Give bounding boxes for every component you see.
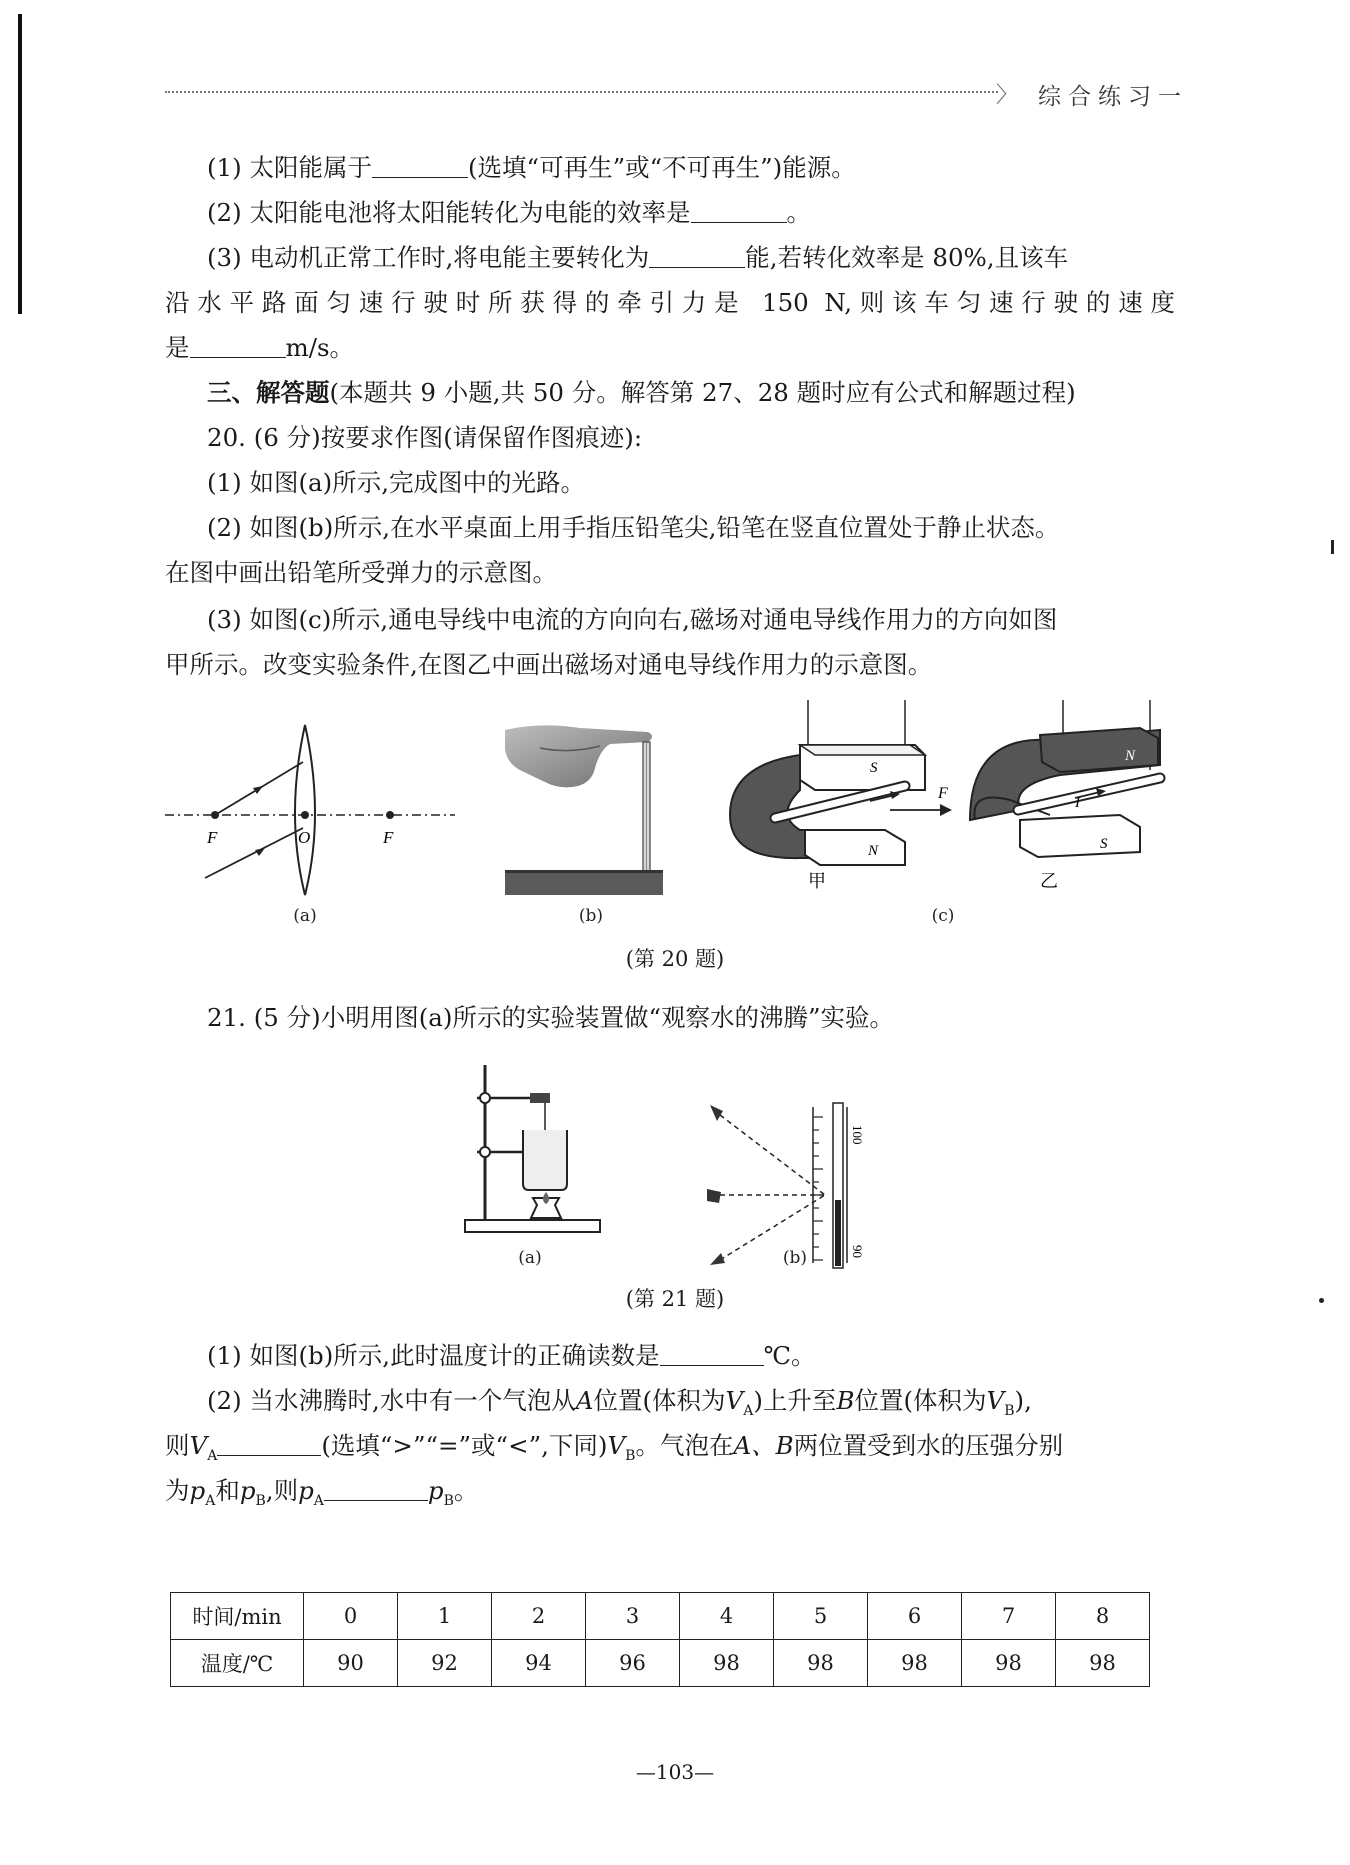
tick-label-90: 90 — [850, 1245, 865, 1258]
svg-text:I: I — [1075, 795, 1080, 811]
svg-text:S: S — [870, 760, 878, 776]
q20-title: 20. (6 分)按要求作图(请保留作图痕迹): — [207, 423, 643, 452]
q20-part3-line2: 甲所示。改变实验条件,在图乙中画出磁场对通电导线作用力的示意图。 — [165, 650, 933, 679]
table-cell: 98 — [868, 1640, 962, 1687]
figure-20a-label: (a) — [293, 906, 317, 926]
desk-surface — [505, 870, 663, 895]
sight-line-top — [720, 1115, 825, 1195]
temperature-time-table — [170, 1592, 1150, 1687]
header-rule — [165, 91, 998, 93]
scan-mark — [1319, 1298, 1324, 1303]
magnet-bottom-jia — [805, 830, 905, 865]
beaker — [523, 1130, 567, 1190]
answer-blank[interactable] — [660, 1339, 764, 1366]
section-title: 综合练习一 — [1038, 84, 1188, 110]
table-row — [171, 1640, 1150, 1687]
figure-20c-magnet-wire — [720, 690, 1170, 895]
table-cell: 94 — [492, 1640, 586, 1687]
q19-part3-line3: 是 m/s。 — [165, 333, 355, 362]
figure-jia-label: 甲 — [808, 871, 826, 892]
table-cell: 6 — [868, 1593, 962, 1640]
eye-icon-middle — [707, 1189, 721, 1203]
svg-text:N: N — [868, 843, 879, 859]
svg-text:N: N — [1125, 748, 1136, 764]
figure-20b-label: (b) — [578, 906, 604, 926]
focus-label-right: F — [383, 828, 394, 847]
table-cell: 92 — [398, 1640, 492, 1687]
figure-21-caption: (第 21 题) — [625, 1287, 725, 1311]
table-row — [171, 1593, 1150, 1640]
table-cell: 90 — [304, 1640, 398, 1687]
q19-part2: (2) 太阳能电池将太阳能转化为电能的效率是 。 — [207, 198, 811, 227]
section-3-heading: 三、解答题(本题共 9 小题,共 50 分。解答第 27、28 题时应有公式和解题过程) — [207, 378, 1076, 407]
eye-icon-top — [710, 1105, 723, 1121]
q21-part2-line2: 则$V_A$ (选填“>”“=”或“<”,下同)$V_B$。气泡在A、B两位置受到水的压强分别 — [165, 1431, 1064, 1464]
convex-lens — [295, 725, 315, 895]
header-arrow: 〉 — [995, 83, 1018, 108]
q20-part1: (1) 如图(a)所示,完成图中的光路。 — [207, 468, 586, 497]
figure-20c-label: (c) — [931, 906, 955, 926]
q19-part3-line2: 沿水平路面匀速行驶时所获得的牵引力是 150 N,则该车匀速行驶的速度 — [165, 288, 1175, 317]
table-cell: 5 — [774, 1593, 868, 1640]
page-header — [165, 78, 1188, 108]
table-cell: 7 — [962, 1593, 1056, 1640]
figure-21a-boiling-apparatus — [455, 1060, 605, 1240]
scan-mark — [1331, 540, 1334, 554]
table-cell: 98 — [1056, 1640, 1150, 1687]
figure-20a-lens-diagram — [165, 720, 455, 900]
q21-title: 21. (5 分)小明用图(a)所示的实验装置做“观察水的沸腾”实验。 — [207, 1003, 895, 1032]
eye-icon-bottom — [710, 1253, 725, 1265]
table-cell: 0 — [304, 1593, 398, 1640]
figure-yi-label: 乙 — [1040, 871, 1058, 892]
figure-20-caption: (第 20 题) — [625, 947, 725, 971]
answer-blank[interactable] — [190, 331, 286, 358]
liquid-column — [835, 1200, 841, 1266]
tick-label-100: 100 — [850, 1125, 865, 1145]
magnet-bottom-yi — [1020, 815, 1140, 857]
answer-blank[interactable] — [217, 1429, 321, 1456]
table-cell: 98 — [680, 1640, 774, 1687]
table-cell: 98 — [962, 1640, 1056, 1687]
q20-part2: (2) 如图(b)所示,在水平桌面上用手指压铅笔尖,铅笔在竖直位置处于静止状态。 — [207, 513, 1060, 542]
answer-blank[interactable] — [324, 1474, 428, 1501]
page-number: —103— — [635, 1760, 715, 1784]
magnet-top-yi — [1040, 728, 1158, 772]
answer-blank[interactable] — [691, 196, 787, 223]
table-cell: 4 — [680, 1593, 774, 1640]
table-header-cell: 温度/℃ — [171, 1640, 304, 1687]
table-cell: 1 — [398, 1593, 492, 1640]
q21-part1: (1) 如图(b)所示,此时温度计的正确读数是 ℃。 — [207, 1341, 816, 1370]
answer-blank[interactable] — [372, 151, 468, 178]
table-header-cell: 时间/min — [171, 1593, 304, 1640]
table-cell: 3 — [586, 1593, 680, 1640]
q19-part1: (1) 太阳能属于 (选填“可再生”或“不可再生”)能源。 — [207, 153, 856, 182]
binding-edge — [18, 14, 22, 314]
svg-text:S: S — [1100, 836, 1108, 852]
q20-part2-line2: 在图中画出铅笔所受弹力的示意图。 — [165, 558, 557, 587]
q21-part2: (2) 当水沸腾时,水中有一个气泡从A位置(体积为$V_A$)上升至B位置(体积为$V_B$), — [207, 1386, 1032, 1419]
q20-part3: (3) 如图(c)所示,通电导线中电流的方向向右,磁场对通电导线作用力的方向如图 — [207, 605, 1058, 634]
figure-21a-label: (a) — [518, 1248, 542, 1268]
table-cell: 2 — [492, 1593, 586, 1640]
table-cell: 8 — [1056, 1593, 1150, 1640]
focus-label-left: F — [207, 828, 218, 847]
finger-photo — [505, 725, 652, 787]
svg-text:F: F — [938, 785, 948, 802]
q21-part2-line3: 为$p_A$和$p_B$,则$p_A$ $p_B$。 — [165, 1476, 479, 1509]
incident-ray-2 — [205, 828, 303, 878]
table-cell: 96 — [586, 1640, 680, 1687]
q19-part3: (3) 电动机正常工作时,将电能主要转化为 能,若转化效率是 80%,且该车 — [207, 243, 1069, 272]
stand-base — [465, 1220, 600, 1232]
optical-center-label: O — [298, 828, 311, 847]
figure-21b-label: (b) — [782, 1248, 808, 1268]
figure-20b-finger-pencil — [500, 720, 665, 895]
table-cell: 98 — [774, 1640, 868, 1687]
answer-blank[interactable] — [649, 241, 745, 268]
